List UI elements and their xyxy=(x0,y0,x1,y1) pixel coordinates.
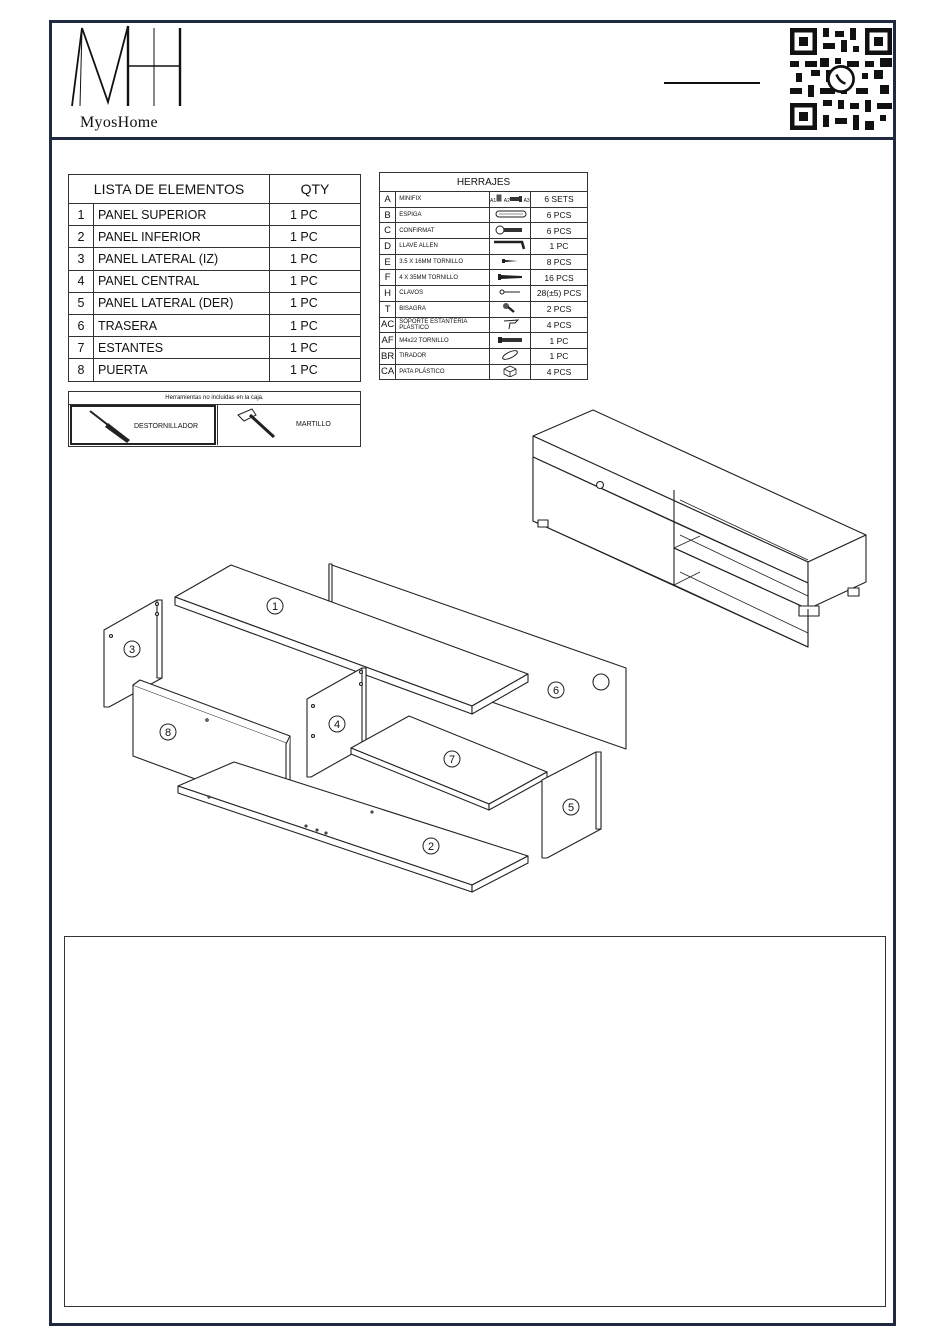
row-qty: 1 PC xyxy=(270,204,361,226)
hw-name: SOPORTE ESTANTERÍA PLÁSTICO xyxy=(396,317,490,333)
row-name: PANEL SUPERIOR xyxy=(94,204,270,226)
row-name: PANEL LATERAL (DER) xyxy=(94,292,270,314)
hw-name: TIRADOR xyxy=(396,348,490,364)
hw-name: CLAVOS xyxy=(396,286,490,302)
hw-name: LLAVE ALLEN xyxy=(396,239,490,255)
row-name: PANEL LATERAL (IZ) xyxy=(94,248,270,270)
hw-code: F xyxy=(380,270,396,286)
hammer-label: MARTILLO xyxy=(296,421,331,428)
hw-code: E xyxy=(380,254,396,270)
hw-code: B xyxy=(380,207,396,223)
hw-qty: 4 PCS xyxy=(531,317,588,333)
hw-qty: 1 PC xyxy=(531,239,588,255)
elements-title: LISTA DE ELEMENTOS xyxy=(69,175,270,204)
hw-qty: 8 PCS xyxy=(531,254,588,270)
hardware-title: HERRAJES xyxy=(380,173,588,192)
hw-code: C xyxy=(380,223,396,239)
part-label-6 xyxy=(548,682,564,698)
hw-code: BR xyxy=(380,348,396,364)
hw-qty: 28(±5) PCS xyxy=(531,286,588,302)
row-num: 8 xyxy=(69,359,94,381)
hw-name: ESPIGA xyxy=(396,207,490,223)
row-num: 3 xyxy=(69,248,94,270)
row-name: PANEL INFERIOR xyxy=(94,226,270,248)
hw-code: H xyxy=(380,286,396,302)
hw-sub-a1: A1 xyxy=(490,198,497,205)
hw-sub-a2: A2 xyxy=(503,198,510,205)
svg-text:5: 5 xyxy=(567,802,575,814)
hw-code: D xyxy=(380,239,396,255)
row-num: 5 xyxy=(69,292,94,314)
row-qty: 1 PC xyxy=(270,292,361,314)
row-qty: 1 PC xyxy=(270,248,361,270)
svg-text:6: 6 xyxy=(552,685,560,697)
row-qty: 1 PC xyxy=(270,270,361,292)
row-qty: 1 PC xyxy=(270,226,361,248)
part-label-5 xyxy=(563,799,579,815)
svg-text:4: 4 xyxy=(333,719,341,731)
part-label-8 xyxy=(160,724,176,740)
row-num: 1 xyxy=(69,204,94,226)
notes-box xyxy=(64,936,886,1307)
hw-qty: 16 PCS xyxy=(531,270,588,286)
svg-text:7: 7 xyxy=(448,754,456,766)
svg-text:1: 1 xyxy=(271,601,279,613)
hw-qty: 2 PCS xyxy=(531,301,588,317)
row-num: 4 xyxy=(69,270,94,292)
hw-qty: 1 PC xyxy=(531,333,588,349)
hw-code: A xyxy=(380,192,396,208)
row-num: 6 xyxy=(69,314,94,336)
hw-code: AC xyxy=(380,317,396,333)
screwdriver-label: DESTORNILLADOR xyxy=(134,423,199,430)
hw-name: M4x22 TORNILLO xyxy=(396,333,490,349)
row-qty: 1 PC xyxy=(270,314,361,336)
hw-code: AF xyxy=(380,333,396,349)
svg-text:2: 2 xyxy=(427,841,435,853)
hw-name: 3.5 X 16MM TORNILLO xyxy=(396,254,490,270)
part-label-2 xyxy=(423,838,439,854)
hw-name: BISAGRA xyxy=(396,301,490,317)
hw-code: CA xyxy=(380,364,396,380)
hw-qty: 6 PCS xyxy=(531,207,588,223)
part-label-3 xyxy=(124,641,140,657)
row-name: TRASERA xyxy=(94,314,270,336)
svg-text:8: 8 xyxy=(164,727,172,739)
row-num: 2 xyxy=(69,226,94,248)
brand-name: MyosHome xyxy=(80,114,158,131)
hw-name: 4 X 35MM TORNILLO xyxy=(396,270,490,286)
part-label-7 xyxy=(444,751,460,767)
part-label-1 xyxy=(267,598,283,614)
row-name: ESTANTES xyxy=(94,337,270,359)
hw-qty: 6 PCS xyxy=(531,223,588,239)
hw-name: PATA PLÁSTICO xyxy=(396,364,490,380)
hw-code: T xyxy=(380,301,396,317)
hw-name: CONFIRMAT xyxy=(396,223,490,239)
row-num: 7 xyxy=(69,337,94,359)
hw-qty: 4 PCS xyxy=(531,364,588,380)
hw-qty: 6 SETS xyxy=(531,192,588,208)
hw-sub-a3: A3 xyxy=(523,198,530,205)
part-label-4 xyxy=(329,716,345,732)
svg-text:3: 3 xyxy=(128,644,136,656)
row-qty: 1 PC xyxy=(270,359,361,381)
elements-qty-header: QTY xyxy=(270,175,361,204)
row-name: PANEL CENTRAL xyxy=(94,270,270,292)
hw-qty: 1 PC xyxy=(531,348,588,364)
row-qty: 1 PC xyxy=(270,337,361,359)
row-name: PUERTA xyxy=(94,359,270,381)
hw-name: MINIFIX xyxy=(399,196,422,203)
tools-title: Herramientas no incluidas en la caja. xyxy=(69,392,360,405)
